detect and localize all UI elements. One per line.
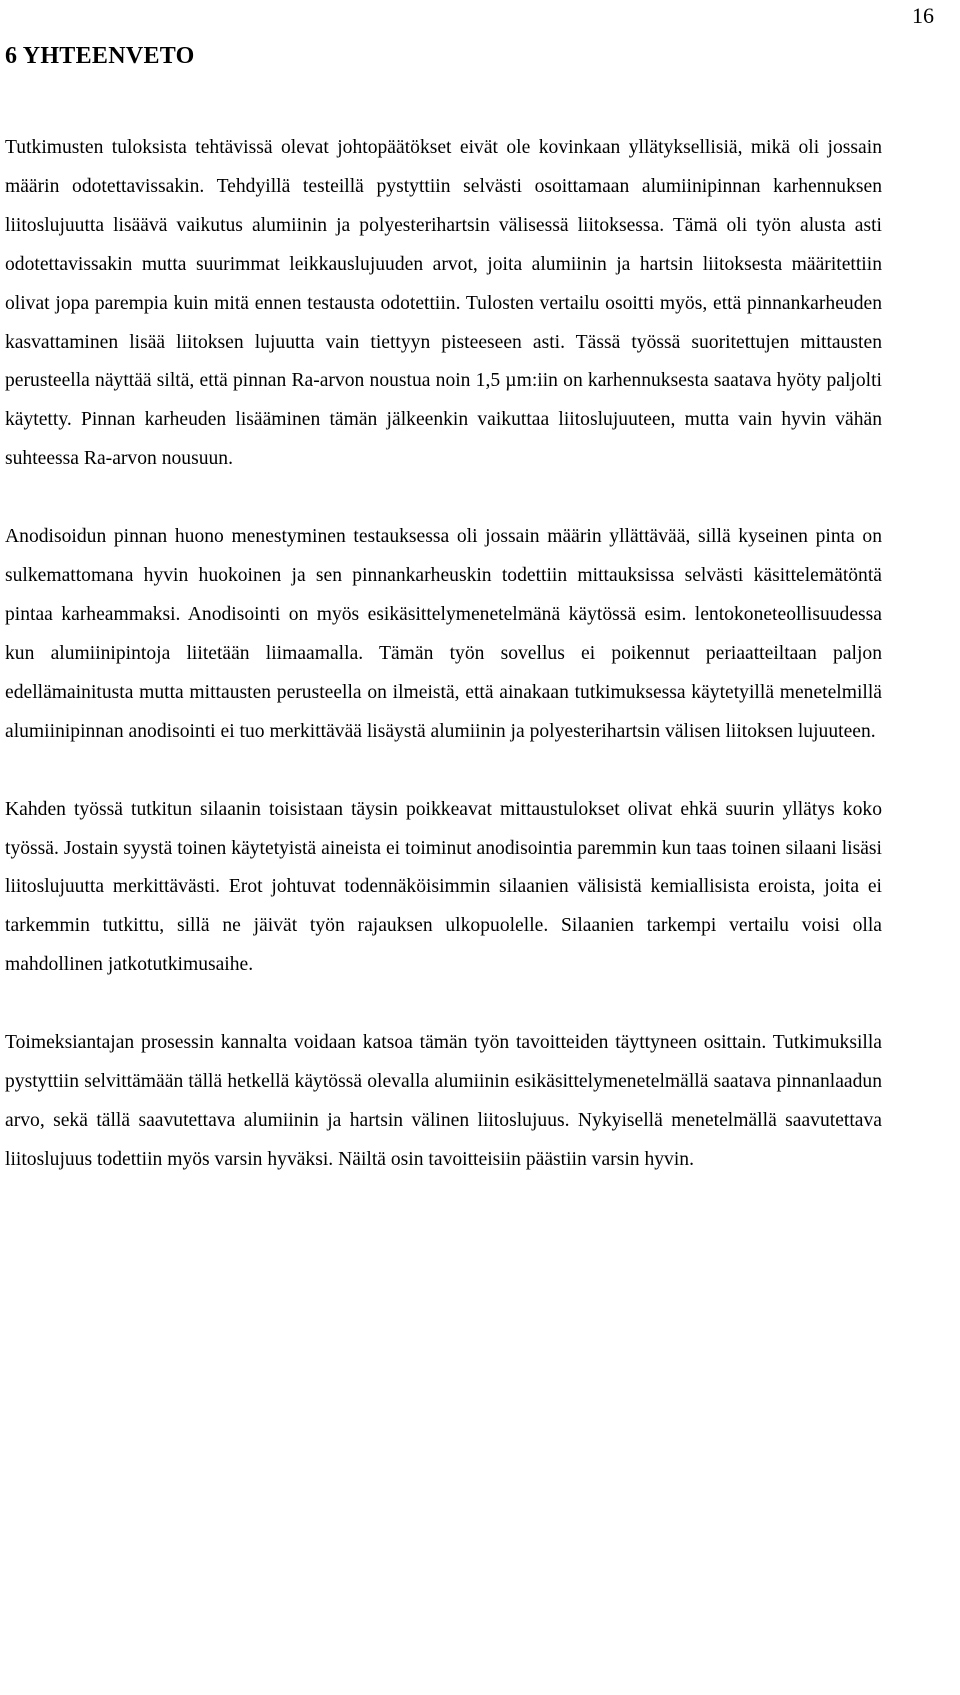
body-text xyxy=(5,129,882,1180)
paragraph-results-summary: Tutkimusten tuloksista tehtävissä olevat johtopäätökset eivät ole kovinkaan yllätyksellisiä, mikä oli jossain määrin odotettavissakin. Tehdyillä testeillä pystyttiin selvästi osoittamaan alumiinipinnan karhennuksen liitoslujuutta lisäävä vaikutus alumiinin ja polyesterihartsin välisessä liitoksessa. Tämä oli työn alusta asti odotettavissakin mutta suurimmat leikkauslujuuden arvot, joita alumiinin ja hartsin liitoksesta määritettiin olivat jopa parempia kuin mitä ennen testausta odotettiin. Tulosten vertailu osoitti myös, että pinnankarheuden kasvattaminen lisää liitoksen lujuutta vain tiettyyn pisteeseen asti. Tässä työssä suoritettujen mittausten perusteella näyttää siltä, että pinnan Ra-arvon noustua noin 1,5 µm:iin on karhennuksesta saatava hyöty paljolti käytetty. Pinnan karheuden lisääminen tämän jälkeenkin vaikuttaa liitoslujuuteen, mutta vain hyvin vähän suhteessa Ra-arvon nousuun. xyxy=(5,137,882,470)
paragraph-silanes: Kahden työssä tutkitun silaanin toisistaan täysin poikkeavat mittaustulokset olivat ehkä suurin yllätys koko työssä. Jostain syystä toinen käytetyistä aineista ei toiminut anodisointia paremmin kun taas toinen silaani lisäsi liitoslujuutta merkittävästi. Erot johtuvat todennäköisimmin silaanien välisistä kemiallisista eroista, joita ei tarkemmin tutkittu, sillä ne jäivät työn rajauksen ulkopuolelle. Silaanien tarkempi vertailu voisi olla mahdollinen jatkotutkimusaihe. xyxy=(5,798,882,976)
paragraph-client-goals: Toimeksiantajan prosessin kannalta voidaan katsoa tämän työn tavoitteiden täyttyneen osittain. Tutkimuksilla pystyttiin selvittämään tällä hetkellä käytössä olevalla alumiinin esikäsittelymenetelmällä saatava pinnanlaadun arvo, sekä tällä saavutettava alumiinin ja hartsin välinen liitoslujuus. Nykyisellä menetelmällä saavutettava liitoslujuus todettiin myös varsin hyväksi. Näiltä osin tavoitteisiin päästiin varsin hyvin. xyxy=(5,1032,882,1170)
paragraph-anodized-surface: Anodisoidun pinnan huono menestyminen testauksessa oli jossain määrin yllättävää, sillä kyseinen pinta on sulkemattomana hyvin huokoinen ja sen pinnankarheuskin todettiin mittauksissa selvästi käsittelemätöntä pintaa karheammaksi. Anodisointi on myös esikäsittelymenetelmänä käytössä esim. lentokoneteollisuudessa kun alumiinipintoja liitetään liimaamalla. Tämän työn sovellus ei poikennut periaatteiltaan paljon edellämainitusta mutta mittausten perusteella on ilmeistä, että ainakaan tutkimuksessa käytetyillä menetelmillä alumiinipinnan anodisointi ei tuo merkittävää lisäystä alumiinin ja polyesterihartsin välisen liitoksen lujuuteen. xyxy=(5,526,882,742)
page-number: 16 xyxy=(912,3,934,28)
section-heading: 6 YHTEENVETO xyxy=(5,43,195,69)
